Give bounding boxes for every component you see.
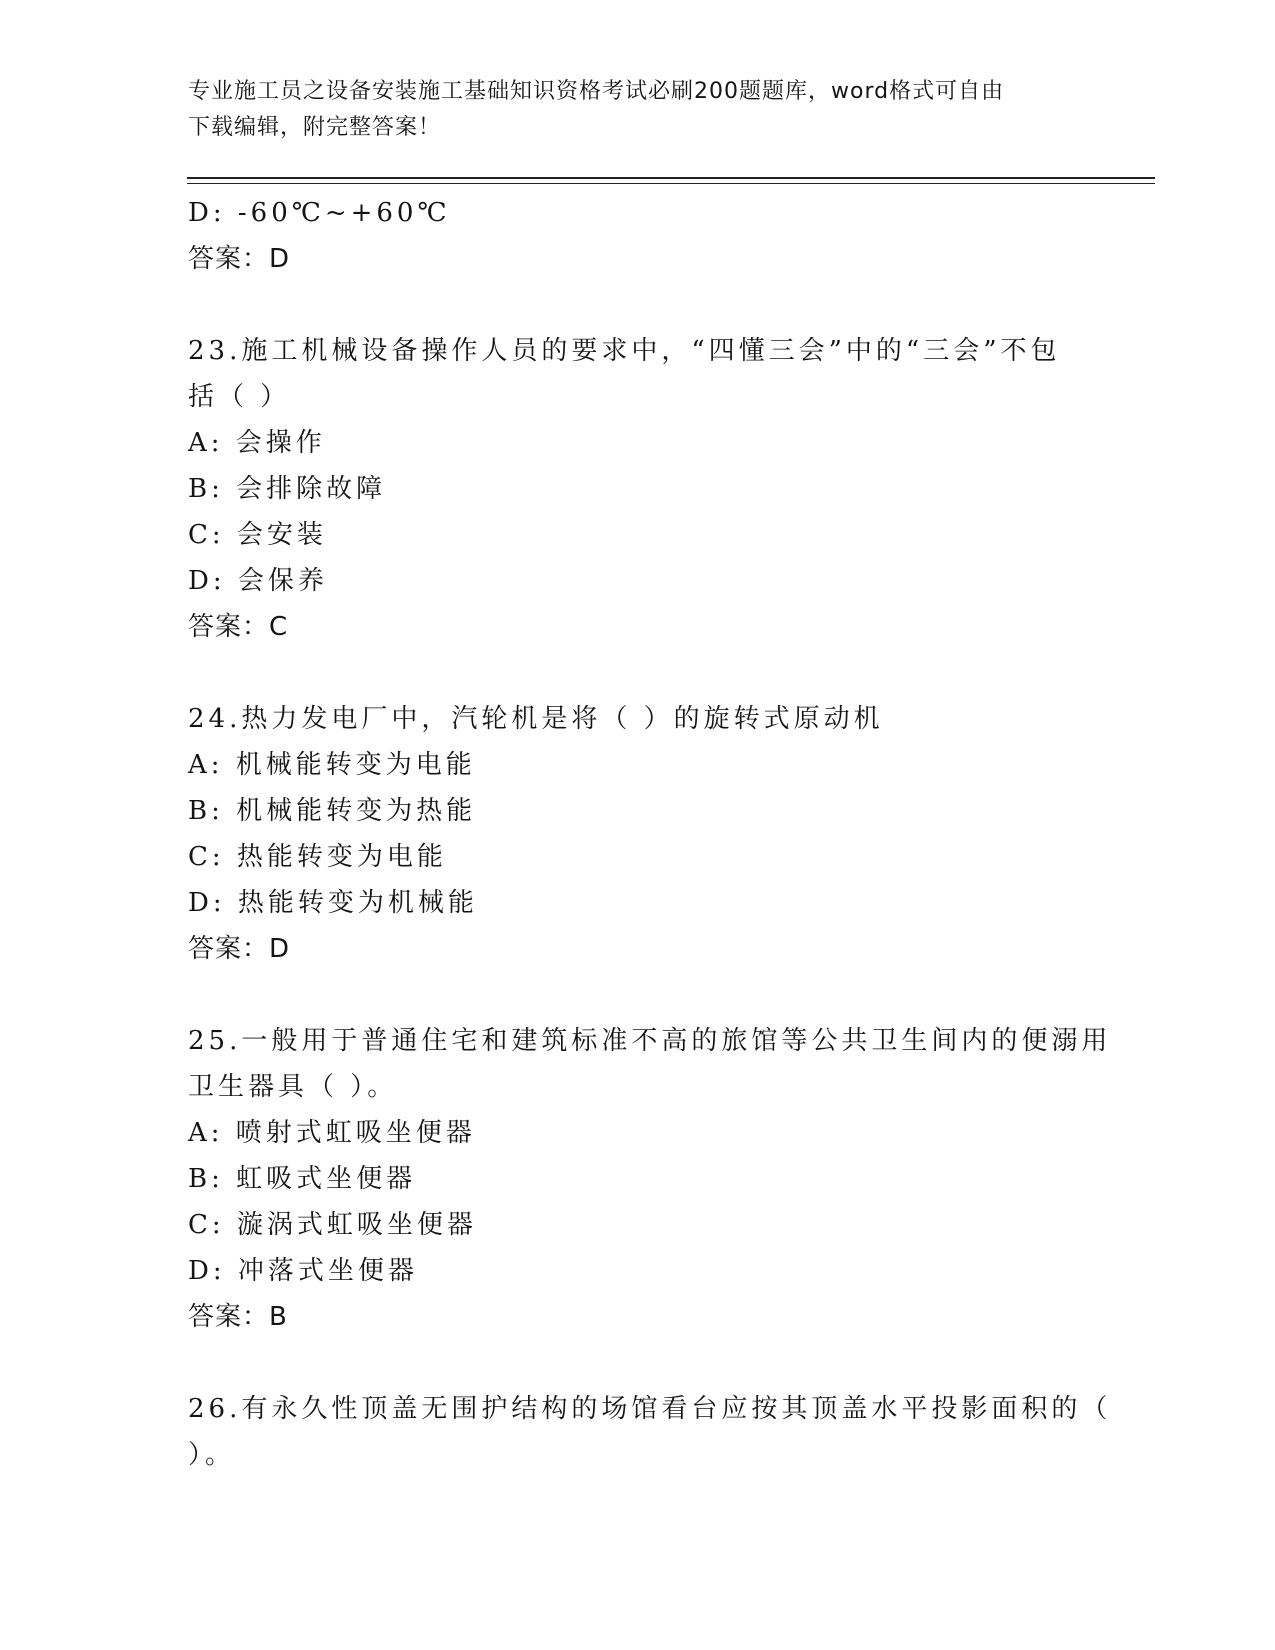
spacer [188, 1340, 1088, 1386]
question-23 [188, 328, 1088, 650]
document-header [188, 74, 1088, 146]
question-title-cont: 卫生器具（ ）。 [188, 1072, 398, 1102]
option-b: B: 虹吸式坐便器 [188, 1164, 417, 1194]
question-list [188, 190, 1112, 1478]
option-a: A: 喷射式虹吸坐便器 [188, 1118, 476, 1148]
option-b: B: 机械能转变为热能 [188, 796, 477, 826]
option-d: D: -60℃~+60℃ [188, 198, 451, 228]
header-divider-thin [187, 183, 1155, 184]
question-title: 26.有永久性顶盖无围护结构的场馆看台应按其顶盖水平投影面积的（ [188, 1394, 1112, 1424]
question-24 [188, 696, 1088, 972]
option-a: A: 机械能转变为电能 [188, 750, 476, 780]
question-25 [188, 1018, 1112, 1340]
option-a: A: 会操作 [188, 428, 326, 458]
option-c: C: 会安装 [188, 520, 327, 550]
question-title: 25.一般用于普通住宅和建筑标准不高的旅馆等公共卫生间内的便溺用 [188, 1026, 1112, 1056]
question-title-cont: 括（ ） [188, 382, 291, 412]
option-c: C: 漩涡式虹吸坐便器 [188, 1210, 477, 1240]
answer-line: 答案：D [188, 244, 291, 274]
answer-line: 答案：C [188, 612, 289, 642]
header-line-2: 下载编辑，附完整答案！ [188, 115, 442, 140]
question-title: 24.热力发电厂中，汽轮机是将（ ）的旋转式原动机 [188, 704, 884, 734]
option-d: D: 冲落式坐便器 [188, 1256, 418, 1286]
question-26 [188, 1386, 1112, 1478]
spacer [188, 972, 1088, 1018]
option-d: D: 热能转变为机械能 [188, 888, 478, 918]
answer-line: 答案：D [188, 934, 291, 964]
question-title-cont: ）。 [188, 1440, 236, 1470]
spacer [188, 282, 1088, 328]
option-c: C: 热能转变为电能 [188, 842, 447, 872]
question-title: 23.施工机械设备操作人员的要求中，“四懂三会”中的“三会”不包 [188, 336, 1061, 366]
option-d: D: 会保养 [188, 566, 328, 596]
spacer [188, 650, 1088, 696]
header-line-1: 专业施工员之设备安装施工基础知识资格考试必刷200题题库，word格式可自由 [188, 79, 1005, 104]
header-divider-thick [187, 177, 1155, 179]
answer-line: 答案：B [188, 1302, 288, 1332]
option-b: B: 会排除故障 [188, 474, 387, 504]
